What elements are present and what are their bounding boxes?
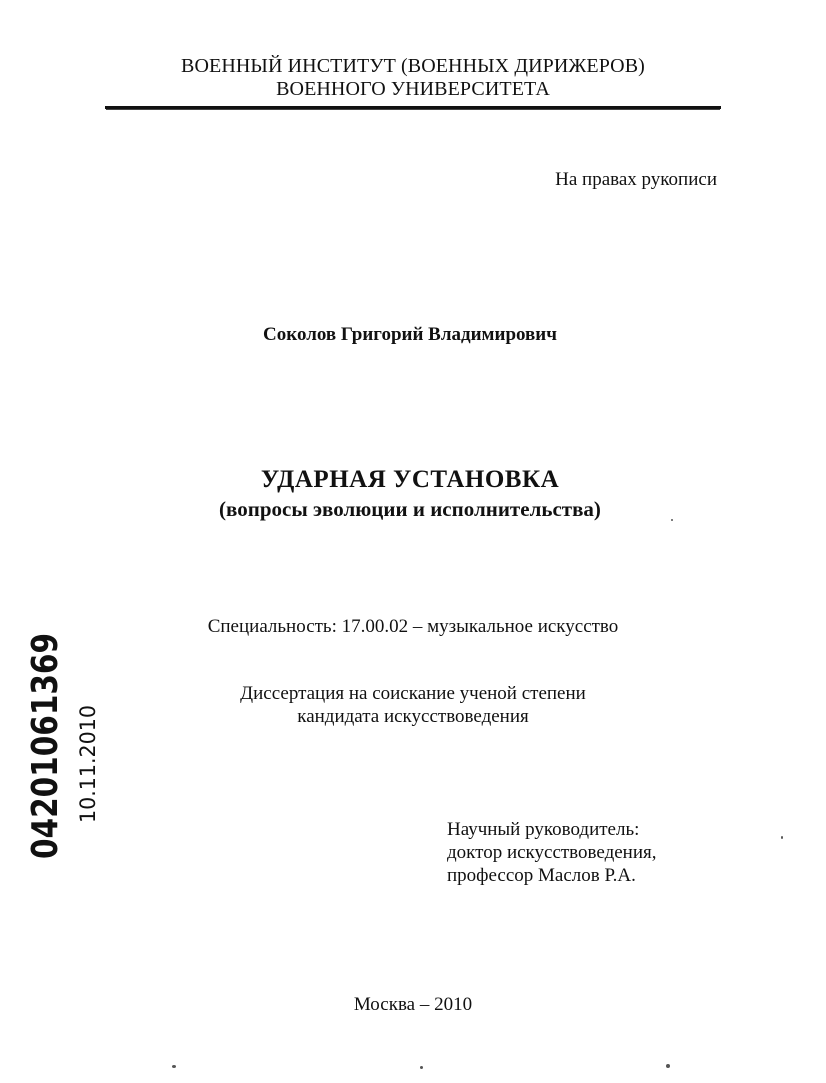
supervisor-block <box>447 818 657 887</box>
author-name: Соколов Григорий Владимирович <box>263 324 557 345</box>
manuscript-note: На правах рукописи <box>555 169 717 190</box>
degree-line-2: кандидата искусствоведения <box>297 706 529 727</box>
institute-line-1: ВОЕННЫЙ ИНСТИТУТ (ВОЕННЫХ ДИРИЖЕРОВ) <box>181 55 645 77</box>
scan-speck <box>172 1065 176 1068</box>
scan-speck <box>666 1064 670 1068</box>
supervisor-line-2: доктор искусствоведения, <box>447 842 657 863</box>
scan-speck <box>420 1066 423 1069</box>
dissertation-title: УДАРНАЯ УСТАНОВКА <box>260 466 560 493</box>
degree-statement <box>0 682 826 728</box>
stamp-date: 10.11.2010 <box>76 702 100 823</box>
dissertation-subtitle: (вопросы эволюции и исполнительства) <box>219 497 601 521</box>
scan-speck <box>671 519 673 521</box>
supervisor-line-3: профессор Маслов Р.А. <box>447 865 636 886</box>
degree-line-1: Диссертация на соискание ученой степени <box>240 683 586 704</box>
city-year: Москва – 2010 <box>353 994 473 1015</box>
institute-line-2: ВОЕННОГО УНИВЕРСИТЕТА <box>276 78 550 100</box>
specialty-line: Специальность: 17.00.02 – музыкальное искусство <box>207 616 619 637</box>
library-stamp <box>25 583 102 859</box>
library-stamp-graphic <box>25 583 102 859</box>
supervisor-line-1: Научный руководитель: <box>447 819 640 840</box>
institute-header <box>105 55 721 101</box>
header-divider <box>105 106 721 109</box>
scan-speck <box>781 836 783 839</box>
stamp-number: 04201061369 <box>25 583 66 859</box>
